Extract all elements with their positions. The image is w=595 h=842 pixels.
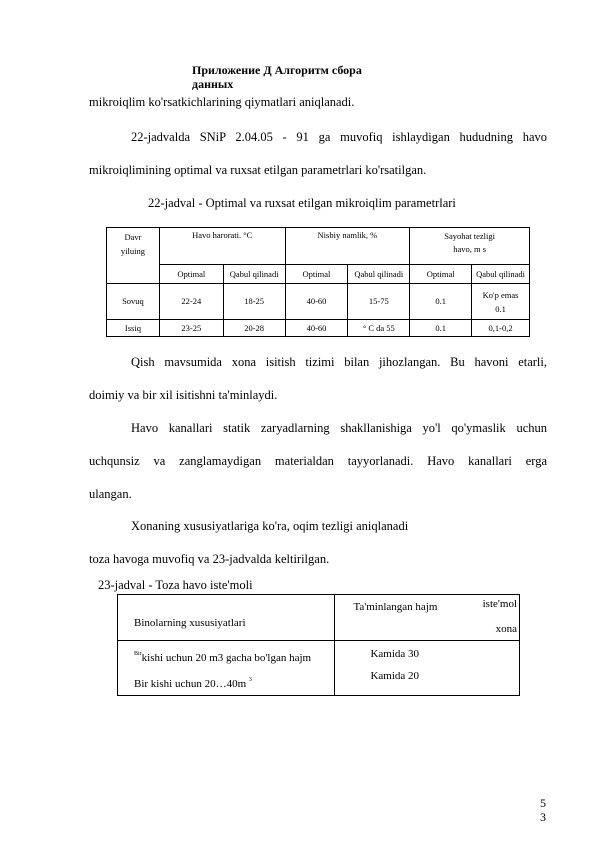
cell: 0.1 <box>410 320 472 337</box>
paragraph-4-line-1: Havo kanallari statik zaryadlarning shakllanishiga yo'l qo'ymaslik uchun <box>131 421 547 435</box>
cell-features <box>118 641 335 696</box>
cell-period: Sovuq <box>107 284 160 320</box>
subheader-cell: Qabul qilinadi <box>223 265 285 284</box>
header-speed-line-2: havo, m s <box>453 244 487 254</box>
cell: 15-75 <box>348 284 410 320</box>
row-2-text: Bir kishi uchun 20…40m <box>134 678 247 690</box>
table-row <box>107 320 530 337</box>
table-row <box>107 284 530 320</box>
header-speed <box>410 228 530 265</box>
header-volume-label: Ta'minlangan hajm <box>353 601 438 613</box>
cell <box>472 284 530 320</box>
cell: 0,1-0,2 <box>472 320 530 337</box>
header-line-2: данных <box>192 77 234 91</box>
subheader-cell: Optimal <box>159 265 223 284</box>
page-header <box>192 63 412 91</box>
row-1-label <box>134 643 334 669</box>
cell-line-2: 0.1 <box>495 303 506 314</box>
cell: 0.1 <box>410 284 472 320</box>
paragraph-4-line-2: uchqunsiz va zanglamaydigan materialdan tayyorlanadi. Havo kanallari erga <box>89 454 547 468</box>
cell-period: Issiq <box>107 320 160 337</box>
cell-line-1: Ko'p emas <box>482 289 519 300</box>
table23-caption: 23-jadval - Toza havo iste'moli <box>98 578 253 592</box>
table22-caption: 22-jadval - Optimal va ruxsat etilgan mikroiqlim parametrlari <box>148 196 456 210</box>
table-row <box>118 641 520 696</box>
cell: 22-24 <box>159 284 223 320</box>
paragraph-4-line-3: ulangan. <box>89 487 132 501</box>
row-1-text: kishi uchun 20 m3 gacha bo'lgan hajm <box>141 652 312 664</box>
header-period-line-2: yiluing <box>120 246 145 256</box>
header-consumption-line-2: xona <box>495 623 517 635</box>
cell: 18-25 <box>223 284 285 320</box>
header-line-1: Приложение Д Алгоритм сбора <box>192 63 362 77</box>
cell: 40-60 <box>285 320 348 337</box>
page-number-digit-1: 5 <box>540 796 546 810</box>
row-2-sup: 3 <box>248 677 252 683</box>
paragraph-3-line-1: Qish mavsumida xona isitish tizimi bilan jihozlangan. Bu havoni etarli, <box>131 355 547 369</box>
table-23 <box>117 594 520 696</box>
cell: 40-60 <box>285 284 348 320</box>
header-building-features: Binolarning xususiyatlari <box>118 595 335 641</box>
paragraph-2-line-1: 22-jadvalda SNiP 2.04.05 - 91 ga muvofiq ishlaydigan hududning havo <box>131 130 547 144</box>
paragraph-1: mikroiqlim ko'rsatkichlarining qiymatlari aniqlanadi. <box>89 95 355 109</box>
header-volume <box>335 595 520 641</box>
subheader-cell: Optimal <box>285 265 348 284</box>
page-number-digit-2: 3 <box>540 810 546 824</box>
subheader-cell: Qabul qilinadi <box>348 265 410 284</box>
row-1-prefix: Bir <box>134 651 142 657</box>
cell: 23-25 <box>159 320 223 337</box>
row-1-value: Kamida 30 <box>370 648 420 660</box>
cell: ° C da 55 <box>348 320 410 337</box>
header-consumption-line-1: iste'mol <box>482 598 517 610</box>
header-humidity: Nisbiy namlik, % <box>285 228 410 265</box>
paragraph-5-line-1: Xonaning xususiyatlariga ko'ra, oqim tezligi aniqlanadi <box>131 519 409 533</box>
header-temperature: Havo harorati. °C <box>159 228 285 265</box>
cell-values <box>335 641 520 696</box>
header-period-line-1: Davr <box>124 232 142 242</box>
row-2-value: Kamida 20 <box>370 670 420 682</box>
subheader-cell: Qabul qilinadi <box>472 265 530 284</box>
table-22 <box>106 227 530 337</box>
header-speed-line-1: Sayohat tezligi <box>444 231 495 241</box>
paragraph-5-line-2: toza havoga muvofiq va 23-jadvalda keltirilgan. <box>89 552 330 566</box>
row-2-label <box>134 669 334 695</box>
paragraph-3-line-2: doimiy va bir xil isitishni ta'minlaydi. <box>89 388 278 402</box>
header-period <box>107 228 160 284</box>
paragraph-2-line-2: mikroiqlimining optimal va ruxsat etilgan parametrlari ko'rsatilgan. <box>89 163 427 177</box>
subheader-cell: Optimal <box>410 265 472 284</box>
cell: 20-28 <box>223 320 285 337</box>
page-number <box>538 796 548 824</box>
